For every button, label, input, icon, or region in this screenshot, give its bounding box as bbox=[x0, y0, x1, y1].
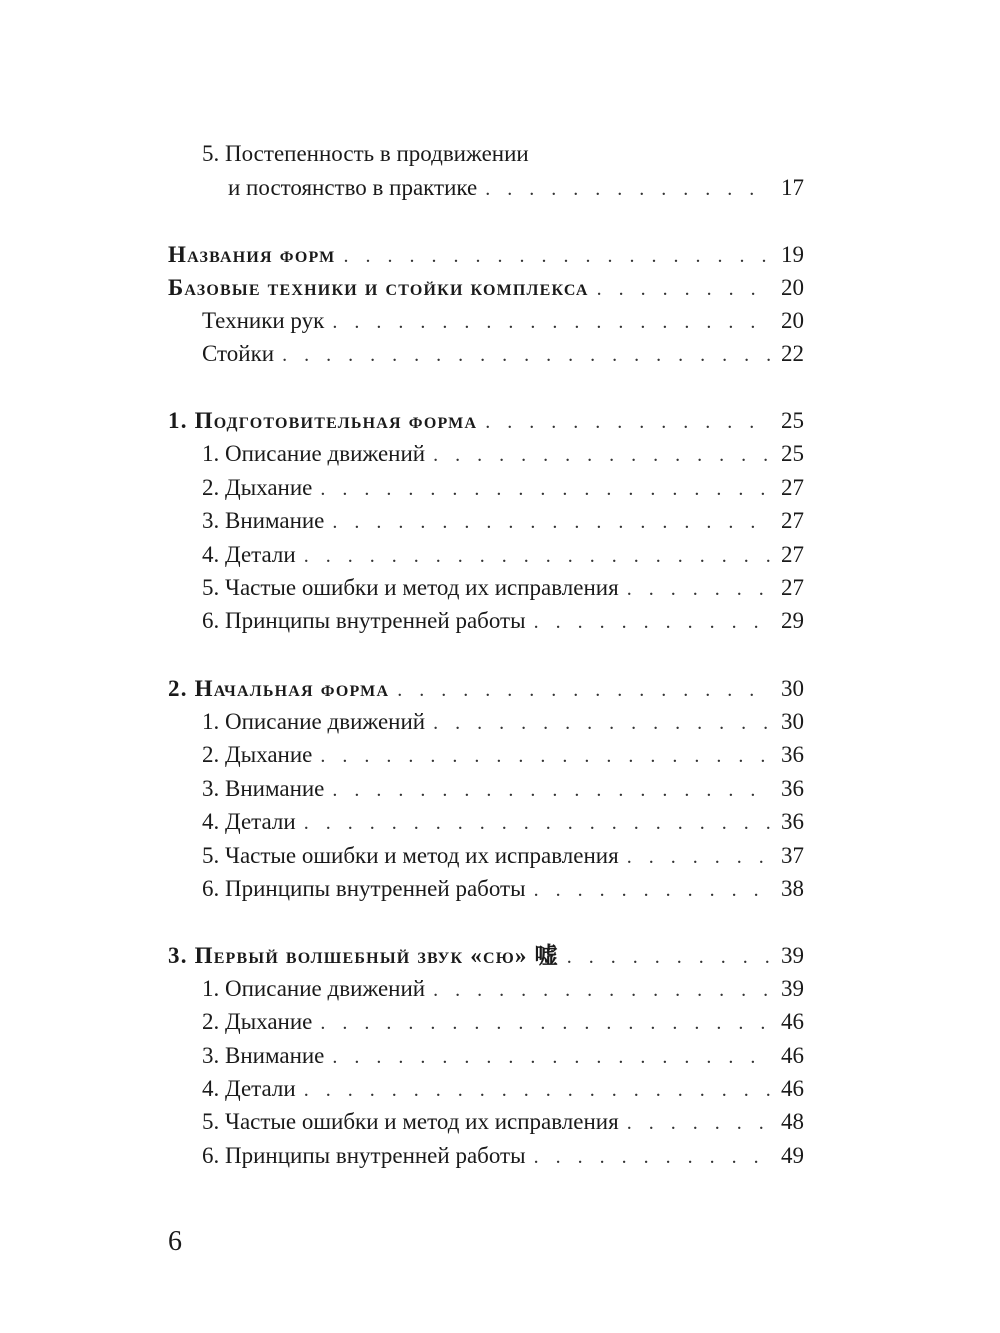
toc-entry-page: 20 bbox=[781, 308, 804, 333]
dot-leader bbox=[485, 406, 770, 438]
toc-entry-title: 4. Детали bbox=[202, 809, 296, 834]
toc-entry bbox=[202, 873, 804, 905]
toc-entry-page: 27 bbox=[781, 475, 804, 500]
toc-entry-title: 1. Подготовительная форма bbox=[168, 408, 478, 433]
dot-leader bbox=[627, 841, 770, 873]
dot-leader bbox=[282, 339, 770, 371]
toc-entry-title: Стойки bbox=[202, 341, 275, 366]
toc-entry-page: 30 bbox=[781, 676, 804, 701]
toc-entry-title: 4. Детали bbox=[202, 1076, 296, 1101]
toc-entry-title: 2. Начальная форма bbox=[168, 676, 390, 701]
toc-entry-title: 3. Внимание bbox=[202, 508, 325, 533]
toc-entry bbox=[202, 706, 804, 738]
page-number: 6 bbox=[168, 1226, 182, 1257]
dot-leader bbox=[332, 1041, 770, 1073]
toc-entry bbox=[202, 305, 804, 337]
dot-leader bbox=[534, 606, 770, 638]
toc-entry-page: 25 bbox=[781, 441, 804, 466]
toc-entry-page: 49 bbox=[781, 1143, 804, 1168]
toc-entry-page: 37 bbox=[781, 843, 804, 868]
toc-entry-title: 3. Внимание bbox=[202, 1043, 325, 1068]
dot-leader bbox=[627, 573, 770, 605]
toc-entry-page: 22 bbox=[781, 341, 804, 366]
toc-entry bbox=[202, 138, 804, 170]
toc-entry-page: 46 bbox=[781, 1076, 804, 1101]
toc-entry-page: 39 bbox=[781, 943, 804, 968]
dot-leader bbox=[534, 1141, 770, 1173]
toc-entry-title: 3. Первый волшебный звук «сю» 嘘 bbox=[168, 943, 559, 968]
toc-entry bbox=[202, 1006, 804, 1038]
toc-entry bbox=[202, 773, 804, 805]
toc-entry-page: 27 bbox=[781, 508, 804, 533]
dot-leader bbox=[320, 740, 770, 772]
toc-entry-title: 6. Принципы внутренней работы bbox=[202, 1143, 526, 1168]
toc-entry-title: 1. Описание движений bbox=[202, 976, 426, 1001]
toc-entry bbox=[202, 840, 804, 872]
toc-entry-title: 2. Дыхание bbox=[202, 1009, 313, 1034]
toc-entry bbox=[202, 1106, 804, 1138]
toc-entry bbox=[202, 605, 804, 637]
toc-entry bbox=[202, 1140, 804, 1172]
dot-leader bbox=[343, 240, 770, 272]
toc-entry-title: 4. Детали bbox=[202, 542, 296, 567]
toc-entry bbox=[202, 472, 804, 504]
toc-entry bbox=[202, 1040, 804, 1072]
toc-entry-title: 6. Принципы внутренней работы bbox=[202, 608, 526, 633]
dot-leader bbox=[304, 1074, 770, 1106]
dot-leader bbox=[567, 941, 770, 973]
toc-entry-title: 1. Описание движений bbox=[202, 441, 426, 466]
dot-leader bbox=[304, 807, 770, 839]
toc-entry-title: 5. Постепенность в продвижении bbox=[202, 141, 529, 166]
toc-entry bbox=[202, 1073, 804, 1105]
toc-entry-page: 20 bbox=[781, 275, 804, 300]
toc-entry-page: 25 bbox=[781, 408, 804, 433]
toc-entry-page: 27 bbox=[781, 575, 804, 600]
toc-entry-page: 36 bbox=[781, 776, 804, 801]
dot-leader bbox=[433, 974, 770, 1006]
dot-leader bbox=[433, 707, 770, 739]
toc-entry-title: 6. Принципы внутренней работы bbox=[202, 876, 526, 901]
toc-entry bbox=[168, 405, 804, 437]
toc-entry bbox=[168, 239, 804, 271]
toc-entry-page: 38 bbox=[781, 876, 804, 901]
toc-entry-title: 5. Частые ошибки и метод их исправления bbox=[202, 1109, 619, 1134]
toc-entry bbox=[168, 272, 804, 304]
dot-leader bbox=[304, 540, 770, 572]
dot-leader bbox=[332, 506, 770, 538]
toc-entry-page: 27 bbox=[781, 542, 804, 567]
toc-entry-title: 5. Частые ошибки и метод их исправления bbox=[202, 843, 619, 868]
toc-entry-title: 2. Дыхание bbox=[202, 742, 313, 767]
toc-entry-page: 46 bbox=[781, 1043, 804, 1068]
toc-entry-page: 36 bbox=[781, 809, 804, 834]
dot-leader bbox=[320, 1007, 770, 1039]
toc-entry-title: Названия форм bbox=[168, 242, 336, 267]
toc-entry-title: и постоянство в практике bbox=[228, 175, 478, 200]
toc-entry bbox=[228, 172, 804, 204]
dot-leader bbox=[397, 674, 770, 706]
dot-leader bbox=[534, 874, 770, 906]
toc-entry-title: 5. Частые ошибки и метод их исправления bbox=[202, 575, 619, 600]
toc-entry-page: 29 bbox=[781, 608, 804, 633]
toc-entry-title: Техники рук bbox=[202, 308, 325, 333]
toc-entry bbox=[202, 505, 804, 537]
dot-leader bbox=[332, 306, 770, 338]
toc-entry bbox=[202, 338, 804, 370]
toc-entry-title: 2. Дыхание bbox=[202, 475, 313, 500]
toc-entry bbox=[202, 806, 804, 838]
toc-entry-title: 3. Внимание bbox=[202, 776, 325, 801]
toc-entry bbox=[202, 438, 804, 470]
toc-entry-page: 46 bbox=[781, 1009, 804, 1034]
toc-entry bbox=[168, 673, 804, 705]
toc-entry bbox=[202, 539, 804, 571]
toc-entry-page: 17 bbox=[781, 175, 804, 200]
toc-entry bbox=[202, 973, 804, 1005]
toc-entry bbox=[202, 739, 804, 771]
toc-entry-page: 36 bbox=[781, 742, 804, 767]
toc-entry-page: 19 bbox=[781, 242, 804, 267]
toc-entry-page: 39 bbox=[781, 976, 804, 1001]
dot-leader bbox=[433, 439, 770, 471]
toc-entry-page: 48 bbox=[781, 1109, 804, 1134]
toc-entry-title: Базовые техники и стойки комплекса bbox=[168, 275, 589, 300]
dot-leader bbox=[485, 173, 770, 205]
dot-leader bbox=[320, 473, 770, 505]
dot-leader bbox=[627, 1107, 770, 1139]
toc-entry bbox=[202, 572, 804, 604]
dot-leader bbox=[597, 273, 770, 305]
toc-entry-page: 30 bbox=[781, 709, 804, 734]
dot-leader bbox=[332, 774, 770, 806]
toc-entry bbox=[168, 940, 804, 972]
toc-entry-title: 1. Описание движений bbox=[202, 709, 426, 734]
